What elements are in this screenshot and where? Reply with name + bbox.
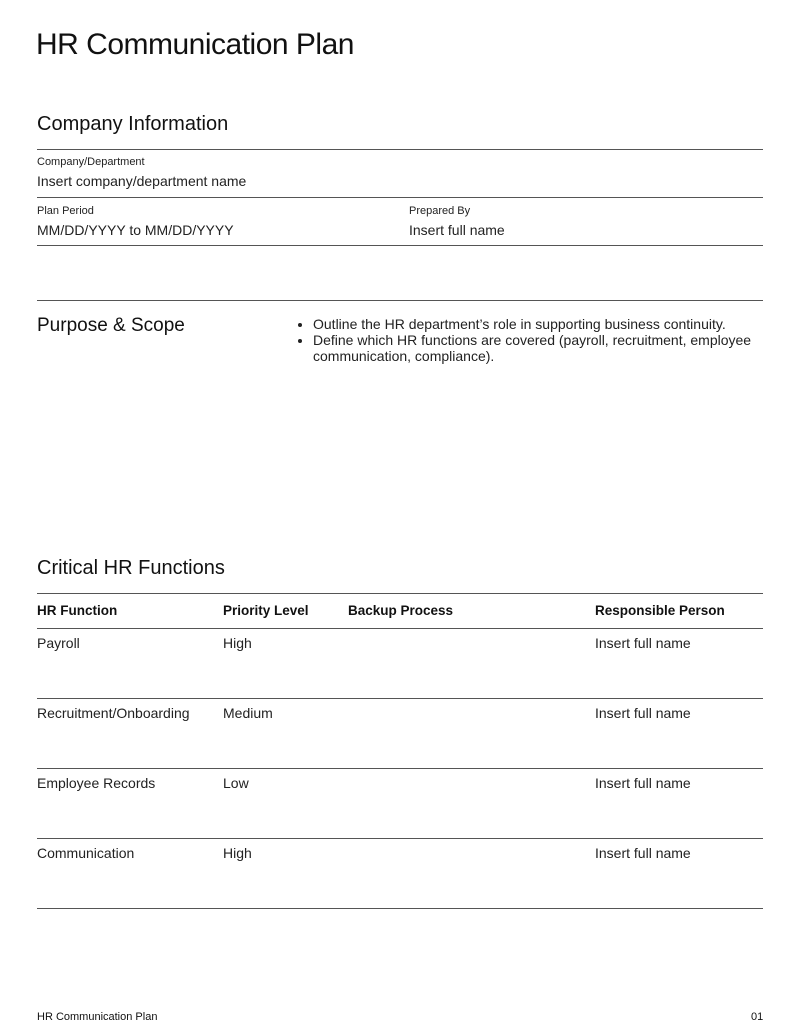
- list-item: • Define which HR functions are covered (payroll, recruitment, employee communication, compliance).: [313, 332, 763, 364]
- purpose-heading: Purpose & Scope: [37, 315, 185, 336]
- purpose-list: [301, 316, 763, 364]
- company-field[interactable]: Insert company/department name: [37, 173, 247, 189]
- list-item: • Outline the HR department’s role in supporting business continuity.: [313, 316, 763, 332]
- prepared-field[interactable]: Insert full name: [409, 222, 505, 238]
- cell-backup[interactable]: [348, 775, 578, 793]
- prepared-label: Prepared By: [409, 205, 471, 217]
- cell-responsible[interactable]: Insert full name: [595, 845, 691, 861]
- divider: [37, 300, 763, 301]
- divider: [37, 908, 763, 909]
- cell-priority[interactable]: Low: [223, 775, 249, 791]
- cell-priority[interactable]: High: [223, 635, 252, 651]
- cell-backup[interactable]: [348, 705, 578, 723]
- divider: [37, 698, 763, 699]
- cell-function: Payroll: [37, 635, 80, 651]
- cell-responsible[interactable]: Insert full name: [595, 705, 691, 721]
- divider: [37, 628, 763, 629]
- cell-function: Recruitment/Onboarding: [37, 705, 190, 721]
- period-field[interactable]: MM/DD/YYYY to MM/DD/YYYY: [37, 222, 234, 238]
- company-label: Company/Department: [37, 156, 145, 168]
- header-priority: Priority Level: [223, 603, 309, 618]
- page-title: HR Communication Plan: [36, 28, 354, 61]
- cell-priority[interactable]: Medium: [223, 705, 273, 721]
- functions-heading: Critical HR Functions: [37, 557, 225, 579]
- divider: [37, 593, 763, 594]
- header-responsible: Responsible Person: [595, 603, 725, 618]
- cell-function: Employee Records: [37, 775, 156, 791]
- header-hr-function: HR Function: [37, 603, 118, 618]
- header-backup: Backup Process: [348, 603, 454, 618]
- cell-backup[interactable]: [348, 845, 578, 863]
- page-number: 01: [751, 1011, 764, 1023]
- cell-responsible[interactable]: Insert full name: [595, 775, 691, 791]
- divider: [37, 245, 763, 246]
- cell-priority[interactable]: High: [223, 845, 252, 861]
- divider: [37, 197, 763, 198]
- company-info-heading: Company Information: [37, 113, 229, 135]
- period-label: Plan Period: [37, 205, 94, 217]
- cell-function: Communication: [37, 845, 135, 861]
- footer-title: HR Communication Plan: [37, 1011, 158, 1023]
- divider: [37, 768, 763, 769]
- cell-backup[interactable]: [348, 635, 578, 653]
- divider: [37, 838, 763, 839]
- cell-responsible[interactable]: Insert full name: [595, 635, 691, 651]
- divider: [37, 149, 763, 150]
